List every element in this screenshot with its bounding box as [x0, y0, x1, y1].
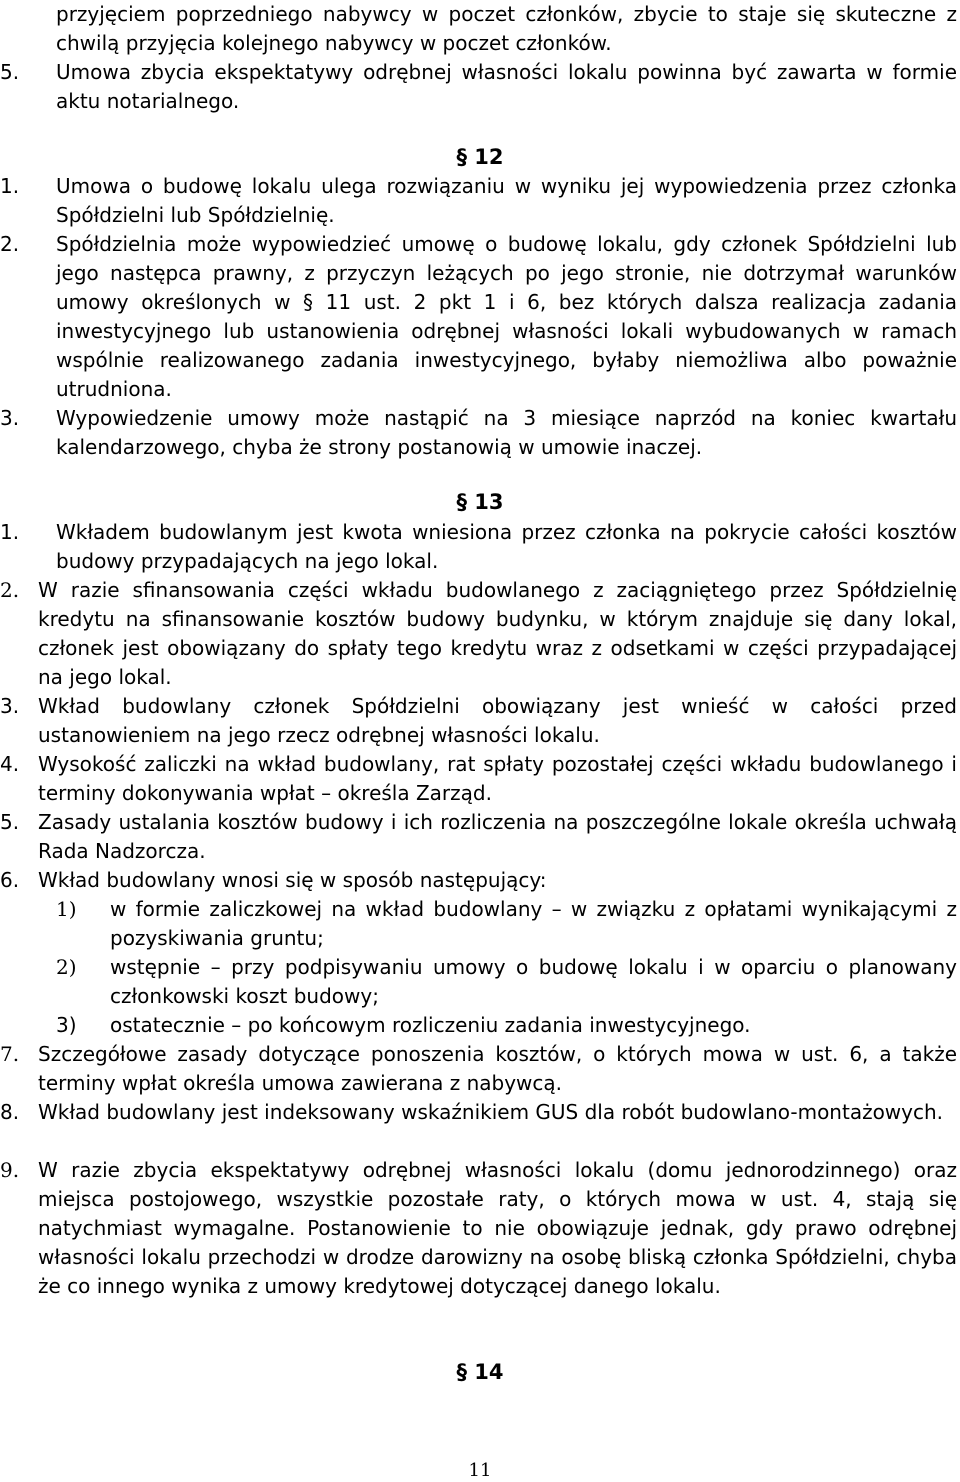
item-text: W razie zbycia ekspektatywy odrębnej własności lokalu (domu jednorodzinnego) oraz miejsca postojowego, wszystkie pozostałe raty, o których mowa w ust. 4, stają się natychmiast wymagalne. Postanowienie to nie obowiązuje jednak, gdy prawo odrębnej własności lokalu przechodzi w drodze darowizny na osobę bliską członka Spółdzielni, chyba że co innego wynika z umowy kredytowej dotyczącej danego lokalu. [38, 1158, 957, 1298]
sub-item-number: 2) [56, 955, 77, 979]
item-number: 8. [0, 1100, 20, 1124]
paragraph-text: przyjęciem poprzedniego nabywcy w poczet członków, zbycie to staje się skuteczne z chwilą przyjęcia kolejnego nabywcy w poczet członków. [56, 2, 957, 55]
item-text: Wkładem budowlanym jest kwota wniesiona przez członka na pokrycie całości kosztów budowy przypadających na jego lokal. [56, 520, 957, 573]
item-text: Spółdzielnia może wypowiedzieć umowę o budowę lokalu, gdy członek Spółdzielni lub jego następca prawny, z przyczyn leżących po jego stronie, nie dotrzymał warunków umowy określonych w § 11 ust. 2 pkt 1 i 6, bez których dalsza realizacja zadania inwestycyjnego lub ustanowienia odrębnej własności lokali wybudowanych w ramach wspólnie realizowanego zadania inwestycyjnego, byłaby niemożliwa albo poważnie utrudniona. [56, 232, 957, 401]
item-text: W razie sfinansowania części wkładu budowlanego z zaciągniętego przez Spółdzielnię kredytu na sfinansowanie kosztów budowy budynku, w którym znajduje się dany lokal, członek jest obowiązany do spłaty tego kredytu wraz z odsetkami w części przypadającej na jego lokal. [38, 578, 957, 689]
continued-paragraph [0, 0, 957, 58]
item-number: 1. [0, 520, 20, 544]
sub-list-item [0, 953, 957, 1011]
section-heading-14: § 14 [456, 1360, 504, 1384]
sub-item-text: wstępnie – przy podpisywaniu umowy o budowę lokalu i w oparciu o planowany członkowski koszt budowy; [110, 955, 957, 1008]
item-number: 5. [0, 60, 20, 84]
item-number: 3. [0, 694, 20, 718]
section-heading-12: § 12 [456, 145, 504, 169]
item-text: Szczegółowe zasady dotyczące ponoszenia kosztów, o których mowa w ust. 6, a także terminy wpłat określa umowa zawierana z nabywcą. [38, 1042, 957, 1095]
list-item [0, 1156, 957, 1301]
item-text: Zasady ustalania kosztów budowy i ich rozliczenia na poszczególne lokale określa uchwałą Rada Nadzorcza. [38, 810, 957, 863]
sub-list-item [0, 1011, 957, 1040]
item-text: Umowa zbycia ekspektatywy odrębnej własności lokalu powinna być zawarta w formie aktu notarialnego. [56, 60, 957, 113]
item-number: 3. [0, 406, 20, 430]
item-number: 5. [0, 810, 20, 834]
list-item [0, 750, 957, 808]
sub-item-text: w formie zaliczkowej na wkład budowlany – w związku z opłatami wynikającymi z pozyskiwania gruntu; [110, 897, 957, 950]
list-item [0, 518, 957, 576]
list-item [0, 808, 957, 866]
list-item [0, 404, 957, 462]
sub-item-number: 1) [56, 897, 77, 921]
sub-item-number: 3) [56, 1013, 77, 1037]
list-item [0, 1040, 957, 1098]
item-number: 1. [0, 174, 20, 198]
list-item [0, 58, 957, 116]
section-heading-13: § 13 [456, 490, 504, 514]
list-item [0, 576, 957, 692]
page-number: 11 [468, 1460, 492, 1481]
sub-item-text: ostatecznie – po końcowym rozliczeniu zadania inwestycyjnego. [110, 1013, 751, 1037]
item-text: Wysokość zaliczki na wkład budowlany, rat spłaty pozostałej części wkładu budowlanego i terminy dokonywania wpłat – określa Zarząd. [38, 752, 957, 805]
item-text: Wkład budowlany członek Spółdzielni obowiązany jest wnieść w całości przed ustanowieniem na jego rzecz odrębnej własności lokalu. [38, 694, 957, 747]
list-item [0, 172, 957, 230]
item-text: Wkład budowlany wnosi się w sposób następujący: [38, 868, 547, 892]
item-number: 2. [0, 578, 20, 602]
list-item [0, 692, 957, 750]
item-text: Wypowiedzenie umowy może nastąpić na 3 miesiące naprzód na koniec kwartału kalendarzowego, chyba że strony postanowią w umowie inaczej. [56, 406, 957, 459]
item-number: 9. [0, 1158, 20, 1182]
sub-list-item [0, 895, 957, 953]
item-number: 7. [0, 1042, 20, 1066]
list-item [0, 1098, 957, 1127]
list-item [0, 230, 957, 404]
item-number: 2. [0, 232, 20, 256]
list-item [0, 866, 957, 895]
item-number: 6. [0, 868, 20, 892]
item-number: 4. [0, 752, 20, 776]
item-text: Umowa o budowę lokalu ulega rozwiązaniu w wyniku jej wypowiedzenia przez członka Spółdzielni lub Spółdzielnię. [56, 174, 957, 227]
item-text: Wkład budowlany jest indeksowany wskaźnikiem GUS dla robót budowlano-montażowych. [38, 1100, 944, 1124]
